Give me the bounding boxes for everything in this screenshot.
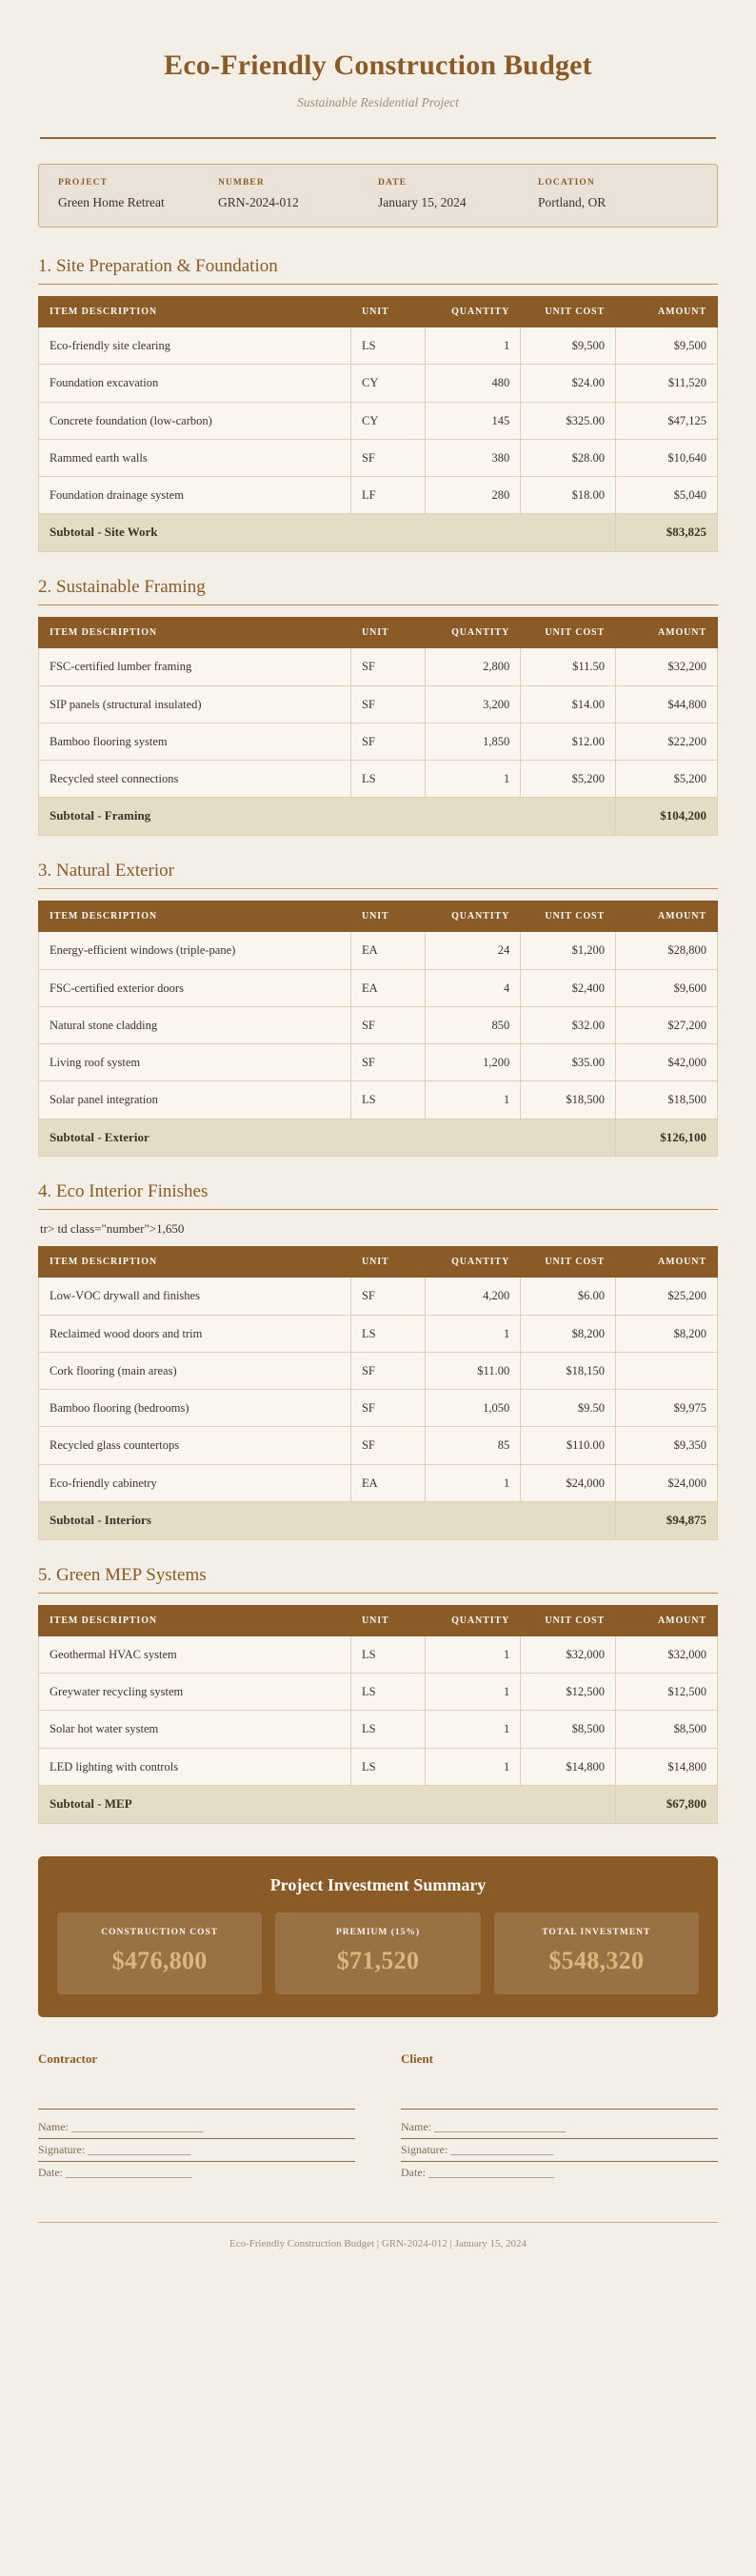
cell-quantity: 1 — [426, 1081, 521, 1119]
table-row — [39, 685, 718, 723]
cell-quantity: 1 — [426, 1464, 521, 1501]
table-row — [39, 1044, 718, 1081]
col-header-unit-cost: UNIT COST — [521, 1605, 616, 1635]
cell-unit: LS — [350, 1635, 425, 1673]
cell-unit-cost: $325.00 — [521, 402, 616, 439]
cell-unit-cost: $6.00 — [521, 1278, 616, 1315]
cell-unit: EA — [350, 932, 425, 969]
cell-unit-cost: $28.00 — [521, 439, 616, 476]
table-row — [39, 648, 718, 685]
cell-unit: SF — [350, 723, 425, 760]
cell-quantity: $11.00 — [426, 1352, 521, 1389]
cell-description: Bamboo flooring (bedrooms) — [39, 1390, 351, 1427]
summary-card-value: $476,800 — [111, 1946, 208, 1974]
summary-card-label: PREMIUM (15%) — [335, 1927, 421, 1937]
cell-unit-cost: $18.00 — [521, 477, 616, 514]
signature-field[interactable]: Date: ______________________ — [38, 2165, 191, 2179]
cell-unit: SF — [350, 648, 425, 685]
info-cell-location — [538, 178, 698, 211]
summary-card — [57, 1912, 262, 1994]
col-header-amount: AMOUNT — [616, 297, 718, 327]
subtotal-row — [39, 1785, 718, 1823]
cell-unit: EA — [350, 1464, 425, 1501]
budget-table — [38, 1246, 718, 1539]
cell-amount: $47,125 — [616, 402, 718, 439]
subtotal-row — [39, 1501, 718, 1539]
col-header-quantity: QUANTITY — [426, 1247, 521, 1278]
cell-unit-cost: $8,500 — [521, 1711, 616, 1748]
cell-unit-cost: $5,200 — [521, 761, 616, 798]
budget-section — [38, 1565, 718, 1824]
table-header-row — [39, 618, 718, 648]
cell-unit: LS — [350, 1081, 425, 1119]
subtotal-row — [39, 514, 718, 552]
table-row — [39, 761, 718, 798]
subtotal-row — [39, 798, 718, 836]
subtotal-label: Subtotal - Exterior — [39, 1119, 616, 1157]
table-row — [39, 1711, 718, 1748]
cell-description: FSC-certified exterior doors — [39, 969, 351, 1006]
signature-block-contractor — [38, 2051, 355, 2184]
section-divider — [38, 1593, 718, 1594]
cell-unit-cost: $1,200 — [521, 932, 616, 969]
cell-unit: LS — [350, 1674, 425, 1711]
page-title: Eco-Friendly Construction Budget — [164, 50, 592, 81]
subtotal-label: Subtotal - Interiors — [39, 1501, 616, 1539]
cell-unit-cost: $24.00 — [521, 365, 616, 402]
table-row — [39, 969, 718, 1006]
cell-amount: $5,200 — [616, 761, 718, 798]
cell-quantity: 850 — [426, 1006, 521, 1043]
subtotal-amount: $67,800 — [616, 1785, 718, 1823]
table-row — [39, 723, 718, 760]
table-row — [39, 439, 718, 476]
cell-description: Geothermal HVAC system — [39, 1635, 351, 1673]
table-row — [39, 1006, 718, 1043]
subtotal-row — [39, 1119, 718, 1157]
col-header-amount: AMOUNT — [616, 1247, 718, 1278]
cell-quantity: 1,050 — [426, 1390, 521, 1427]
info-label: NUMBER — [218, 178, 265, 188]
cell-description: LED lighting with controls — [39, 1748, 351, 1785]
table-row — [39, 1315, 718, 1352]
cell-amount: $22,200 — [616, 723, 718, 760]
cell-amount: $9,600 — [616, 969, 718, 1006]
budget-table — [38, 617, 718, 836]
cell-unit: SF — [350, 1278, 425, 1315]
cell-unit: LS — [350, 1711, 425, 1748]
subtotal-amount: $104,200 — [616, 798, 718, 836]
summary-card — [494, 1912, 699, 1994]
cell-unit-cost: $12,500 — [521, 1674, 616, 1711]
table-row — [39, 1278, 718, 1315]
cell-unit: SF — [350, 439, 425, 476]
cell-unit: SF — [350, 1006, 425, 1043]
signature-role-label: Contractor — [38, 2051, 98, 2066]
cell-unit-cost: $24,000 — [521, 1464, 616, 1501]
table-row — [39, 1352, 718, 1389]
cell-description: Recycled glass countertops — [39, 1427, 351, 1464]
cell-unit: LS — [350, 327, 425, 365]
cell-amount: $28,800 — [616, 932, 718, 969]
section-divider — [38, 604, 718, 605]
cell-description: Eco-friendly cabinetry — [39, 1464, 351, 1501]
table-row — [39, 1464, 718, 1501]
cell-amount: $9,350 — [616, 1427, 718, 1464]
cell-quantity: 480 — [426, 365, 521, 402]
cell-unit: LS — [350, 1315, 425, 1352]
cell-quantity: 2,800 — [426, 648, 521, 685]
cell-quantity: 3,200 — [426, 685, 521, 723]
subtotal-label: Subtotal - Site Work — [39, 514, 616, 552]
subtotal-label: Subtotal - MEP — [39, 1785, 616, 1823]
cell-description: Foundation drainage system — [39, 477, 351, 514]
summary-title: Project Investment Summary — [269, 1874, 487, 1894]
project-investment-summary — [38, 1856, 718, 2017]
info-cell-project — [58, 178, 218, 211]
cell-quantity: 380 — [426, 439, 521, 476]
cell-unit-cost: $32.00 — [521, 1006, 616, 1043]
table-row — [39, 1635, 718, 1673]
cell-description: Cork flooring (main areas) — [39, 1352, 351, 1389]
signature-line — [401, 2109, 718, 2184]
cell-amount: $12,500 — [616, 1674, 718, 1711]
cell-amount: $42,000 — [616, 1044, 718, 1081]
page-subtitle: Sustainable Residential Project — [297, 95, 459, 109]
info-cell-number — [218, 178, 378, 211]
cell-unit-cost: $9,500 — [521, 327, 616, 365]
section-title: 4. Eco Interior Finishes — [38, 1181, 209, 1202]
cell-unit-cost: $14.00 — [521, 685, 616, 723]
signature-block-client — [401, 2051, 718, 2184]
section-title: 1. Site Preparation & Foundation — [38, 256, 278, 277]
table-row — [39, 1748, 718, 1785]
col-header-description: ITEM DESCRIPTION — [39, 1247, 351, 1278]
cell-amount: $10,640 — [616, 439, 718, 476]
col-header-description: ITEM DESCRIPTION — [39, 1605, 351, 1635]
cell-unit-cost: $9.50 — [521, 1390, 616, 1427]
cell-amount: $24,000 — [616, 1464, 718, 1501]
summary-card-label: CONSTRUCTION COST — [101, 1927, 219, 1937]
subtotal-amount: $94,875 — [616, 1501, 718, 1539]
section-divider — [38, 284, 718, 285]
cell-description: FSC-certified lumber framing — [39, 648, 351, 685]
col-header-quantity: QUANTITY — [426, 1605, 521, 1635]
cell-description: SIP panels (structural insulated) — [39, 685, 351, 723]
summary-card-value: $548,320 — [548, 1946, 645, 1974]
table-row — [39, 1674, 718, 1711]
col-header-description: ITEM DESCRIPTION — [39, 618, 351, 648]
header-divider — [40, 137, 716, 139]
table-row — [39, 932, 718, 969]
cell-quantity: 1,850 — [426, 723, 521, 760]
table-header-row — [39, 1247, 718, 1278]
col-header-amount: AMOUNT — [616, 1605, 718, 1635]
cell-unit: EA — [350, 969, 425, 1006]
cell-quantity: 1 — [426, 1635, 521, 1673]
cell-amount: $32,000 — [616, 1635, 718, 1673]
cell-quantity: 280 — [426, 477, 521, 514]
cell-amount: $32,200 — [616, 648, 718, 685]
cell-unit: LF — [350, 477, 425, 514]
cell-description: Bamboo flooring system — [39, 723, 351, 760]
cell-quantity: 1 — [426, 1674, 521, 1711]
budget-section — [38, 256, 718, 552]
cell-description: Foundation excavation — [39, 365, 351, 402]
stray-markup-text: tr> td class="number">1,650 — [40, 1221, 185, 1237]
summary-card-list — [57, 1912, 699, 1994]
cell-unit-cost: $35.00 — [521, 1044, 616, 1081]
info-label: DATE — [378, 178, 408, 188]
col-header-amount: AMOUNT — [616, 902, 718, 932]
col-header-unit: UNIT — [350, 618, 425, 648]
cell-unit-cost: $8,200 — [521, 1315, 616, 1352]
cell-unit-cost: $2,400 — [521, 969, 616, 1006]
table-row — [39, 402, 718, 439]
cell-description: Natural stone cladding — [39, 1006, 351, 1043]
signature-role-label: Client — [401, 2051, 433, 2066]
cell-amount: $14,800 — [616, 1748, 718, 1785]
budget-table — [38, 296, 718, 552]
signature-field[interactable]: Date: ______________________ — [401, 2165, 554, 2179]
section-divider — [38, 1209, 718, 1210]
cell-quantity: 1 — [426, 761, 521, 798]
signature-field[interactable]: Signature: __________________ — [401, 2139, 718, 2162]
section-divider — [38, 888, 718, 889]
section-title: 3. Natural Exterior — [38, 861, 174, 882]
cell-quantity: 1 — [426, 1748, 521, 1785]
cell-amount — [616, 1352, 718, 1389]
table-row — [39, 1427, 718, 1464]
summary-card-label: TOTAL INVESTMENT — [542, 1927, 651, 1937]
col-header-unit-cost: UNIT COST — [521, 902, 616, 932]
col-header-unit: UNIT — [350, 1605, 425, 1635]
table-row — [39, 365, 718, 402]
cell-amount: $5,040 — [616, 477, 718, 514]
table-row — [39, 1081, 718, 1119]
cell-quantity: 1 — [426, 327, 521, 365]
info-value: Portland, OR — [538, 195, 607, 209]
cell-unit-cost: $11.50 — [521, 648, 616, 685]
section-title: 5. Green MEP Systems — [38, 1564, 207, 1585]
table-row — [39, 327, 718, 365]
col-header-quantity: QUANTITY — [426, 297, 521, 327]
budget-table — [38, 901, 718, 1157]
info-value: Green Home Retreat — [58, 195, 165, 209]
cell-quantity: 1,200 — [426, 1044, 521, 1081]
col-header-unit: UNIT — [350, 297, 425, 327]
col-header-quantity: QUANTITY — [426, 618, 521, 648]
cell-quantity: 4,200 — [426, 1278, 521, 1315]
cell-amount: $44,800 — [616, 685, 718, 723]
subtotal-amount: $83,825 — [616, 514, 718, 552]
section-title: 2. Sustainable Framing — [38, 577, 206, 598]
summary-card-value: $71,520 — [336, 1946, 420, 1974]
col-header-quantity: QUANTITY — [426, 902, 521, 932]
signature-field[interactable]: Name: _______________________ — [38, 2116, 355, 2139]
table-row — [39, 1390, 718, 1427]
cell-quantity: 145 — [426, 402, 521, 439]
col-header-unit: UNIT — [350, 1247, 425, 1278]
table-header-row — [39, 902, 718, 932]
cell-amount: $8,200 — [616, 1315, 718, 1352]
cell-unit: SF — [350, 1044, 425, 1081]
subtotal-amount: $126,100 — [616, 1119, 718, 1157]
cell-amount: $11,520 — [616, 365, 718, 402]
cell-amount: $9,500 — [616, 327, 718, 365]
col-header-unit-cost: UNIT COST — [521, 1247, 616, 1278]
cell-quantity: 1 — [426, 1711, 521, 1748]
cell-amount: $27,200 — [616, 1006, 718, 1043]
cell-description: Rammed earth walls — [39, 439, 351, 476]
signature-section — [38, 2051, 718, 2184]
info-label: LOCATION — [538, 178, 595, 188]
cell-unit-cost: $18,150 — [521, 1352, 616, 1389]
cell-unit-cost: $14,800 — [521, 1748, 616, 1785]
cell-description: Solar panel integration — [39, 1081, 351, 1119]
cell-description: Recycled steel connections — [39, 761, 351, 798]
cell-quantity: 4 — [426, 969, 521, 1006]
signature-line — [38, 2109, 355, 2184]
col-header-unit-cost: UNIT COST — [521, 297, 616, 327]
col-header-unit-cost: UNIT COST — [521, 618, 616, 648]
table-header-row — [39, 297, 718, 327]
document-footer: Eco-Friendly Construction Budget | GRN-2024-012 | January 15, 2024 — [38, 2222, 718, 2249]
signature-field[interactable]: Name: _______________________ — [401, 2116, 718, 2139]
cell-unit-cost: $32,000 — [521, 1635, 616, 1673]
cell-description: Eco-friendly site clearing — [39, 327, 351, 365]
cell-amount: $9,975 — [616, 1390, 718, 1427]
budget-section — [38, 1181, 718, 1539]
document-header — [38, 32, 718, 137]
project-info-bar — [38, 164, 718, 228]
cell-description: Concrete foundation (low-carbon) — [39, 402, 351, 439]
cell-description: Greywater recycling system — [39, 1674, 351, 1711]
budget-sections — [38, 256, 718, 1823]
budget-section — [38, 861, 718, 1157]
cell-amount: $8,500 — [616, 1711, 718, 1748]
cell-quantity: 85 — [426, 1427, 521, 1464]
cell-description: Solar hot water system — [39, 1711, 351, 1748]
cell-quantity: 1 — [426, 1315, 521, 1352]
cell-description: Reclaimed wood doors and trim — [39, 1315, 351, 1352]
cell-amount: $18,500 — [616, 1081, 718, 1119]
subtotal-label: Subtotal - Framing — [39, 798, 616, 836]
cell-description: Living roof system — [39, 1044, 351, 1081]
cell-unit: SF — [350, 1352, 425, 1389]
col-header-description: ITEM DESCRIPTION — [39, 902, 351, 932]
cell-description: Energy-efficient windows (triple-pane) — [39, 932, 351, 969]
info-value: January 15, 2024 — [378, 195, 467, 209]
cell-unit-cost: $110.00 — [521, 1427, 616, 1464]
cell-unit: SF — [350, 685, 425, 723]
cell-unit-cost: $18,500 — [521, 1081, 616, 1119]
info-label: PROJECT — [58, 178, 109, 188]
cell-unit-cost: $12.00 — [521, 723, 616, 760]
cell-amount: $25,200 — [616, 1278, 718, 1315]
cell-unit: CY — [350, 365, 425, 402]
col-header-unit: UNIT — [350, 902, 425, 932]
summary-card — [275, 1912, 480, 1994]
table-row — [39, 477, 718, 514]
cell-unit: LS — [350, 1748, 425, 1785]
info-value: GRN-2024-012 — [218, 195, 299, 209]
cell-unit: SF — [350, 1390, 425, 1427]
info-cell-date — [378, 178, 538, 211]
table-header-row — [39, 1605, 718, 1635]
budget-section — [38, 577, 718, 836]
cell-unit: CY — [350, 402, 425, 439]
cell-unit: SF — [350, 1427, 425, 1464]
cell-quantity: 24 — [426, 932, 521, 969]
signature-field[interactable]: Signature: __________________ — [38, 2139, 355, 2162]
budget-table — [38, 1605, 718, 1824]
col-header-amount: AMOUNT — [616, 618, 718, 648]
cell-unit: LS — [350, 761, 425, 798]
cell-description: Low-VOC drywall and finishes — [39, 1278, 351, 1315]
col-header-description: ITEM DESCRIPTION — [39, 297, 351, 327]
